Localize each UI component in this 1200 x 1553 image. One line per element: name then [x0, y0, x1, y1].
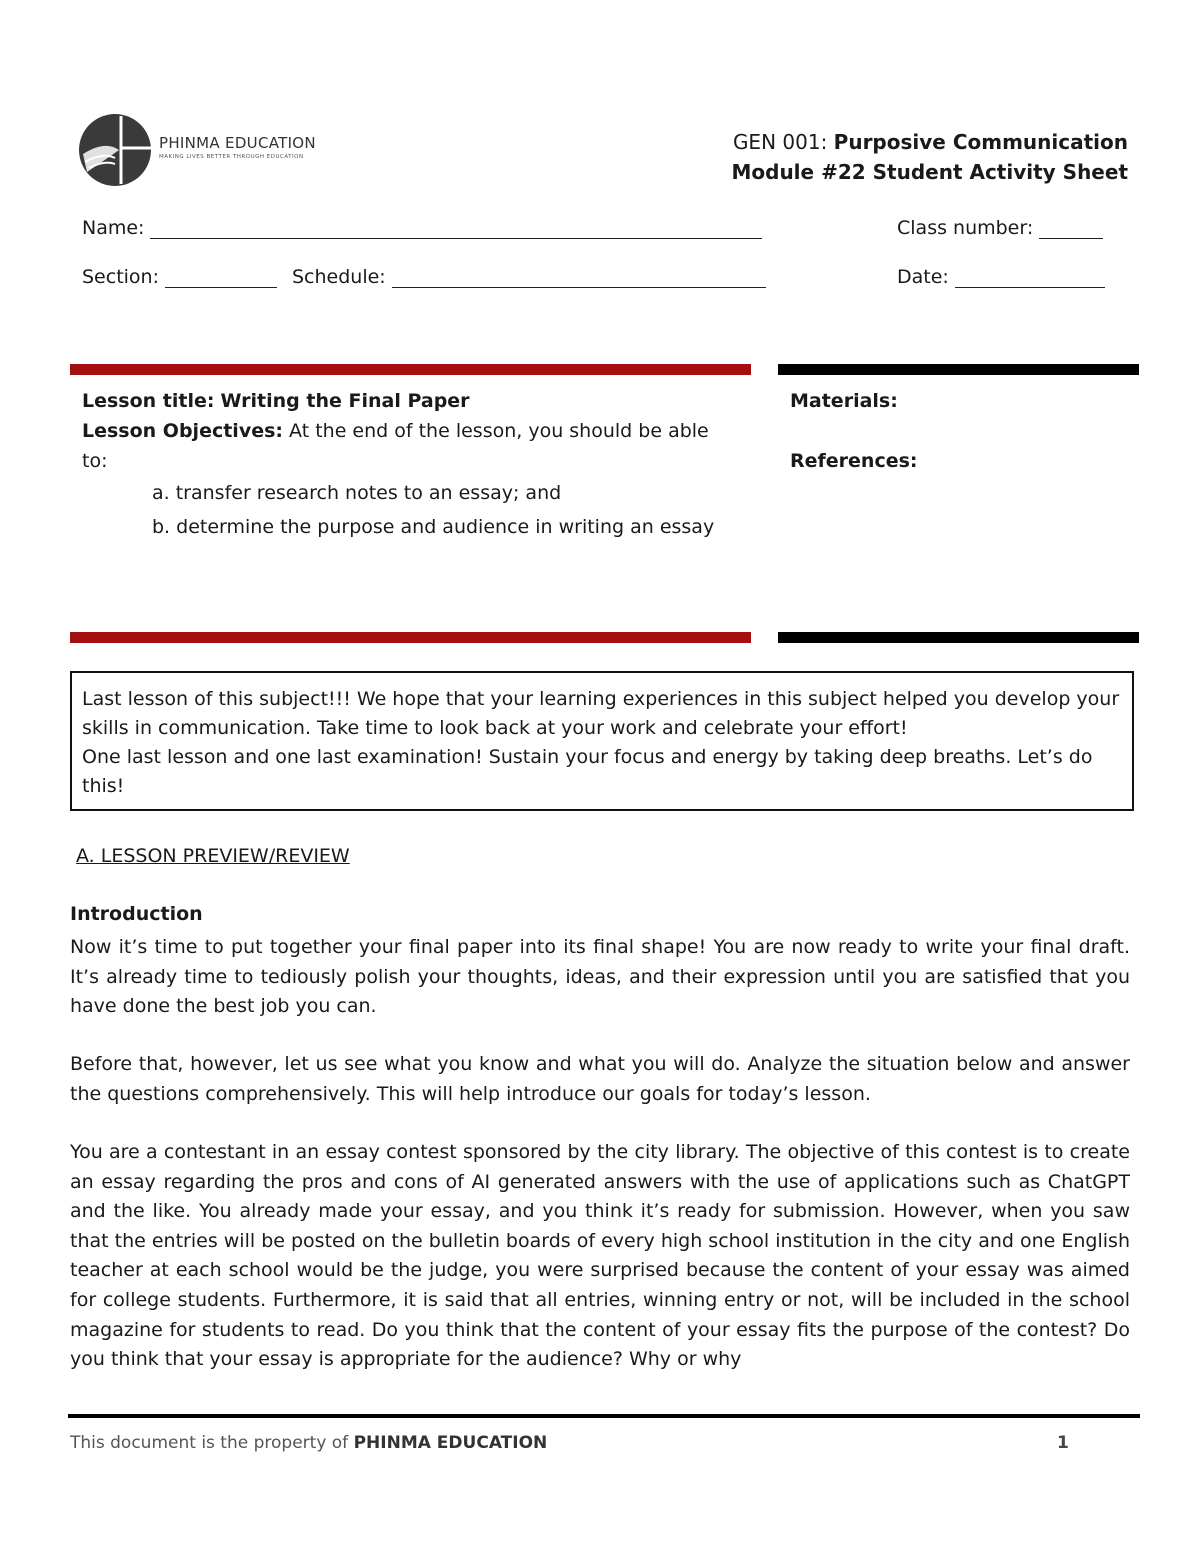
objective-item: a. transfer research notes to an essay; and: [152, 482, 562, 504]
name-field: [82, 217, 762, 239]
class-number-blank[interactable]: [1039, 220, 1103, 239]
module-title: Module #22 Student Activity Sheet: [731, 160, 1128, 184]
schedule-label: Schedule:: [292, 266, 386, 288]
lesson-objectives-line: [82, 416, 738, 476]
lesson-title-label: Lesson title:: [82, 390, 215, 412]
section-a-heading: A. LESSON PREVIEW/REVIEW: [76, 845, 350, 867]
date-label: Date:: [897, 266, 949, 288]
lesson-objectives-label: Lesson Objectives:: [82, 420, 283, 442]
course-title: Purposive Communication: [833, 130, 1128, 154]
lesson-title-line: [82, 386, 738, 416]
objective-item: b. determine the purpose and audience in writing an essay: [152, 516, 715, 538]
intro-paragraph-2: Before that, however, let us see what you know and what you will do. Analyze the situation below and answer the questions comprehensively. This will help introduce our goals for today’s lesson.: [70, 1053, 1130, 1105]
schedule-blank[interactable]: [392, 269, 766, 288]
lesson-objectives-intro: At the end of the lesson, you should be able to:: [82, 420, 709, 472]
materials-label: Materials:: [790, 390, 898, 412]
name-blank[interactable]: [150, 220, 762, 239]
page-number: 1: [1057, 1433, 1069, 1453]
references-label: References:: [790, 450, 918, 472]
intro-paragraph-3: You are a contestant in an essay contest sponsored by the city library. The objective of this contest is to create an essay regarding the pros and cons of AI generated answers with the use of applications such as ChatGPT and the like. You already made your essay, and you think it’s ready for submission. However, when you saw that the entries will be posted on the bulletin boards of every high school institution in the city and one English teacher at each school would be the judge, you were surprised because the content of your essay was aimed for college students. Furthermore, it is said that all entries, winning entry or not, will be included in the school magazine for students to read. Do you think that the content of your essay fits the purpose of the contest? Do you think that your essay is appropriate for the audience? Why or why: [70, 1141, 1130, 1371]
notice-box: [70, 671, 1134, 811]
date-field: [897, 266, 1105, 288]
course-line: [733, 130, 1128, 154]
date-blank[interactable]: [955, 269, 1105, 288]
phinma-logo: [75, 110, 335, 190]
class-number-label: Class number:: [897, 217, 1034, 239]
introduction-heading: Introduction: [70, 903, 203, 925]
lesson-info: [82, 386, 738, 544]
logo-name: PHINMA EDUCATION: [159, 134, 316, 152]
top-black-rule: [778, 364, 1139, 375]
footer-property: [70, 1433, 547, 1453]
footer-rule: [68, 1414, 1140, 1418]
class-number-field: [897, 217, 1103, 239]
footer-owner: PHINMA EDUCATION: [353, 1433, 548, 1453]
bottom-red-rule: [70, 632, 751, 643]
bottom-black-rule: [778, 632, 1139, 643]
schedule-field: [292, 266, 766, 288]
top-red-rule: [70, 364, 751, 375]
section-field: [82, 266, 277, 288]
notice-line-2: One last lesson and one last examination! Sustain your focus and energy by taking deep breaths. Let’s do this!: [82, 746, 1093, 797]
intro-paragraph-1: Now it’s time to put together your final paper into its final shape! You are now ready to write your final draft. It’s already time to tediously polish your thoughts, ideas, and their expression until you are satisfied that you have done the best job you can.: [70, 936, 1130, 1018]
notice-line-1: Last lesson of this subject!!! We hope that your learning experiences in this subject helped you develop your skills in communication. Take time to look back at your work and celebrate your effort!: [82, 688, 1120, 739]
lesson-side-panel: [790, 386, 918, 476]
logo-tagline: MAKING LIVES BETTER THROUGH EDUCATION: [159, 154, 304, 160]
section-blank[interactable]: [165, 269, 277, 288]
logo-globe-icon: [75, 110, 155, 190]
section-label: Section:: [82, 266, 159, 288]
lesson-title-value: Writing the Final Paper: [220, 390, 470, 412]
name-label: Name:: [82, 217, 145, 239]
course-code: GEN 001:: [732, 130, 828, 154]
footer-property-text: This document is the property of: [70, 1433, 349, 1453]
